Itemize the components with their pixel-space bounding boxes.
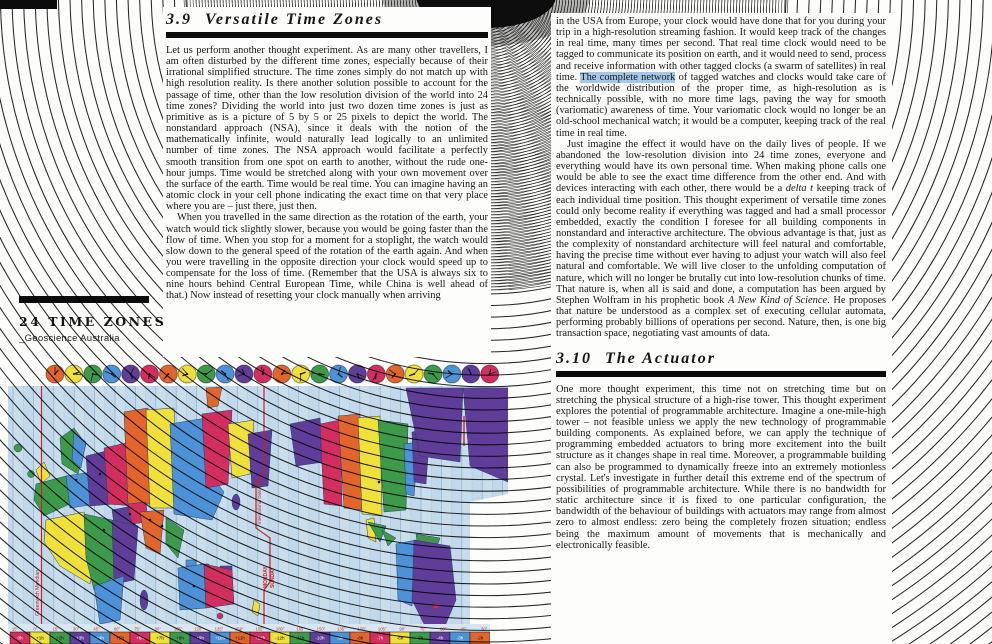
right-column-text-bottom [556,384,886,551]
longitude-label: 15° [52,626,59,632]
timezone-offset-bar [10,632,490,644]
clock-icon [405,365,423,383]
offset-label: +4h [96,635,104,641]
clock-icon [46,365,64,383]
caption-credit: _Geoscience Australia [19,333,120,344]
longitude-label: 90° [154,626,161,632]
longitude-label: 0° [33,626,38,632]
offset-label: +5h [116,635,124,641]
right-column-text-top [556,16,886,340]
offset-label: +1h [36,635,44,641]
offset-label: +3h [76,635,84,641]
offset-label: -6h [396,635,404,641]
clock-icon [235,365,253,383]
offset-label: -9h [336,635,344,641]
clock-icon [273,365,291,383]
map-red-marker [433,603,439,609]
longitude-label: 150° [235,626,244,632]
offset-label: 0h [17,635,23,641]
section-title: Versatile Time Zones [205,11,384,28]
monday-label: MONDAY [263,566,269,588]
paragraph: One more thought experiment, this time not on stretching time but on stretching the physical structure of a high-rise tower. This thought experiment explores the potential of programmable architecture. Imagine a one-mile-high tower – not feasible unless we apply the new technology of programmable building components. As explained before, we can apply the technique of programming embedded actuators to bring more excitement into the built structure as it changes shape in real time. Moreover, a programmable building can also be programmed to dynamically freeze into an extremely motionless crystal. Let's investigate in further detail this extreme end of the spectrum of possibilities of programmable architecture. While there is no bandwidth for static architecture since it is fixed to one particular configuration, the bandwidth of the behaviour of buildings with actuators may range from almost zero to almost endless: zero being the completely frozen situation; endless being the maximum amount of movements that is mechanically and electronically feasible. [556,383,886,551]
clock-icon [254,365,272,383]
section-title: The Actuator [605,349,716,367]
clock-icon [159,365,177,383]
section-heading-3-9 [166,10,488,30]
section-heading-3-10 [556,349,886,369]
caption-title: 24 TIME ZONES [19,314,167,329]
offset-label: +11h [234,635,246,641]
clock-icon [122,365,140,383]
clock-icon [386,365,404,383]
sunday-label: SUNDAY [270,567,276,588]
paragraph: Let us perform another thought experiment. As are many other travellers, I am often disturbed by the different time zones, especially because of their irrational simplified structure. The time zones simply do not match up with high resolution reality. Is there another solution possible to account for the passage of time, other than the low resolution division of the world into 24 time zones? Dividing the world into just two dozen time zones is just as primitive as is a picture of 5 by 5 or 25 pixels to depict the world. The nonstandard approach (NSA), since it deals with the notion of the mathematically infinite, would naturally lead logically to an unlimited number of time zones. The NSA approach would facilitate a perfectly smooth transition from one spot on earth to another, without the rude one-hour jumps. Time would be stretched along with your own movement over the surface of the earth. Time would be real time. You can imagine having an atomic clock in your cell phone indicating the exact time on that very place where you are – just there, just then. [166,45,488,213]
offset-label: -8h [356,635,364,641]
offset-label: +12h [254,635,266,641]
bar-end-margin [490,624,508,644]
longitude-label: 135° [214,626,224,632]
date-line-label: International Date Line [257,479,262,524]
paragraph: Just imagine the effect it would have on the daily lives of people. If we abandoned the low-resolution division into 24 time zones, everyone and everything would have its own personal time. When making phone calls one would be able to see the exact time difference from the other end. And with devices interacting with each other, there would be a delta t keeping track of each individual time position. This thought experiment of versatile time zones could only become reality if everything was tagged and had a small processor embedded, exactly the condition I foresee for all building components in nonstandard and interactive architecture. The obvious advantage is that, just as the complexity of nonstandard architecture will feel natural and comfortable, having the precise time without ever having to adjust your watch will also feel natural and comfortable. We will live closer to the unfolding computation of nature, which will no longer be brutally cut into low-resolution chunks of time. That nature is, when all is said and done, a computation has been argued by Stephen Wolfram in his prophetic book A New Kind of Science. He proposes that nature be understood as a complex set of executing cellular automata, performing probably billions of operations per second. Nature, then, is one big transaction space, negotiating vast amounts of data. [556,138,886,340]
offset-label: +9h [196,635,204,641]
clock-icon [292,365,310,383]
map-caption [19,296,169,344]
offset-label: +6h [136,635,144,641]
offset-label: +10h [214,635,226,641]
clock-icon [367,365,385,383]
longitude-label: 120° [194,626,203,632]
offset-label: +7h [156,635,164,641]
offset-label: -2h [476,635,484,641]
longitude-label: 60° [440,626,447,632]
longitude-label: 60° [113,626,121,632]
section-number: 3.10 [556,349,592,367]
longitude-label: 75° [134,626,141,632]
clock-icon [424,365,442,383]
offset-label: -5h [416,635,424,641]
longitude-label: 30° [481,626,488,632]
right-column [556,16,886,644]
longitude-label: 165° [296,626,305,632]
selection-highlight: The complete network [580,71,676,83]
greenwich-meridian-label: Greenwich Meridian [35,569,41,616]
longitude-label: 15° [11,626,19,632]
clock-icon [330,365,348,383]
clock-icon [84,365,102,383]
offset-label: -10h [315,635,325,641]
timezone-map [8,362,508,644]
offset-label: -11h [295,635,305,641]
paragraph: When you travelled in the same direction as the rotation of the earth, your watch would tick slightly slower, because you would be going faster than the flow of time. When you stop for a moment for a stoplight, the watch would slow down to the general speed of the rotation of the earth again. And when you were travelling in the opposite direction your clock would speed up to compensate for the loss of time. (Remember that the USA is always six to nine hours behind Central European Time, while China is well ahead of that.) Now instead of resetting your clock manually when arriving [166,212,488,302]
clock-icon [462,365,480,383]
timezone-map-graphic [8,362,508,644]
offset-label: -12h [275,635,285,641]
longitude-label: 120° [357,626,367,632]
page-margin-wedge [470,494,508,624]
longitude-label: 45° [93,626,100,632]
offset-label: +2h [56,635,64,641]
longitude-label: 90° [399,626,406,632]
longitude-label: 180° [275,626,285,632]
clock-icon [197,365,215,383]
clock-icon [103,365,121,383]
heading-rule [556,371,886,377]
left-column [166,10,488,302]
left-column-text [166,45,488,302]
clock-icon [141,365,159,383]
section-number: 3.9 [166,11,192,28]
heading-rule [166,32,488,38]
paragraph: in the USA from Europe, your clock would have done that for you during your trip in a high-resolution streaming fashion. It would keep track of the changes in real time, many times per second. That real time clock would need to be tagged to communicate its position on earth, and it would need to send, process and receive information with other tagged clocks (a swarm of satellites) in real time. The complete network of tagged watches and clocks would take care of the worldwide distribution of the proper time, as high-resolution as is technically possible, with no more time lags, paving the way for smooth (variomatic) awareness of time. Your variomatic clock would no longer be an old-school mechanical watch; it would be a computer, keeping track of the real time in real time. [556,16,886,139]
offset-label: -4h [436,635,444,641]
clock-icon [443,365,461,383]
longitude-label: 150° [316,626,326,632]
longitude-label: 45° [460,626,467,632]
corner-mark [0,0,57,9]
longitude-label: 105° [377,626,387,632]
offset-label: +8h [176,635,184,641]
longitude-label: 165° [255,626,265,632]
longitude-label: 135° [337,626,346,632]
clock-icon [216,365,234,383]
longitude-label: 30° [73,626,80,632]
clock-icon [348,365,366,383]
longitude-label: 105° [173,626,183,632]
clock-icon [481,365,499,383]
clock-icon [65,365,83,383]
longitude-label: 75° [419,626,427,632]
caption-bar [19,296,149,303]
offset-label: -3h [456,635,464,641]
offset-label: -7h [376,635,384,641]
clock-icon [178,365,196,383]
clock-icon [311,365,329,383]
